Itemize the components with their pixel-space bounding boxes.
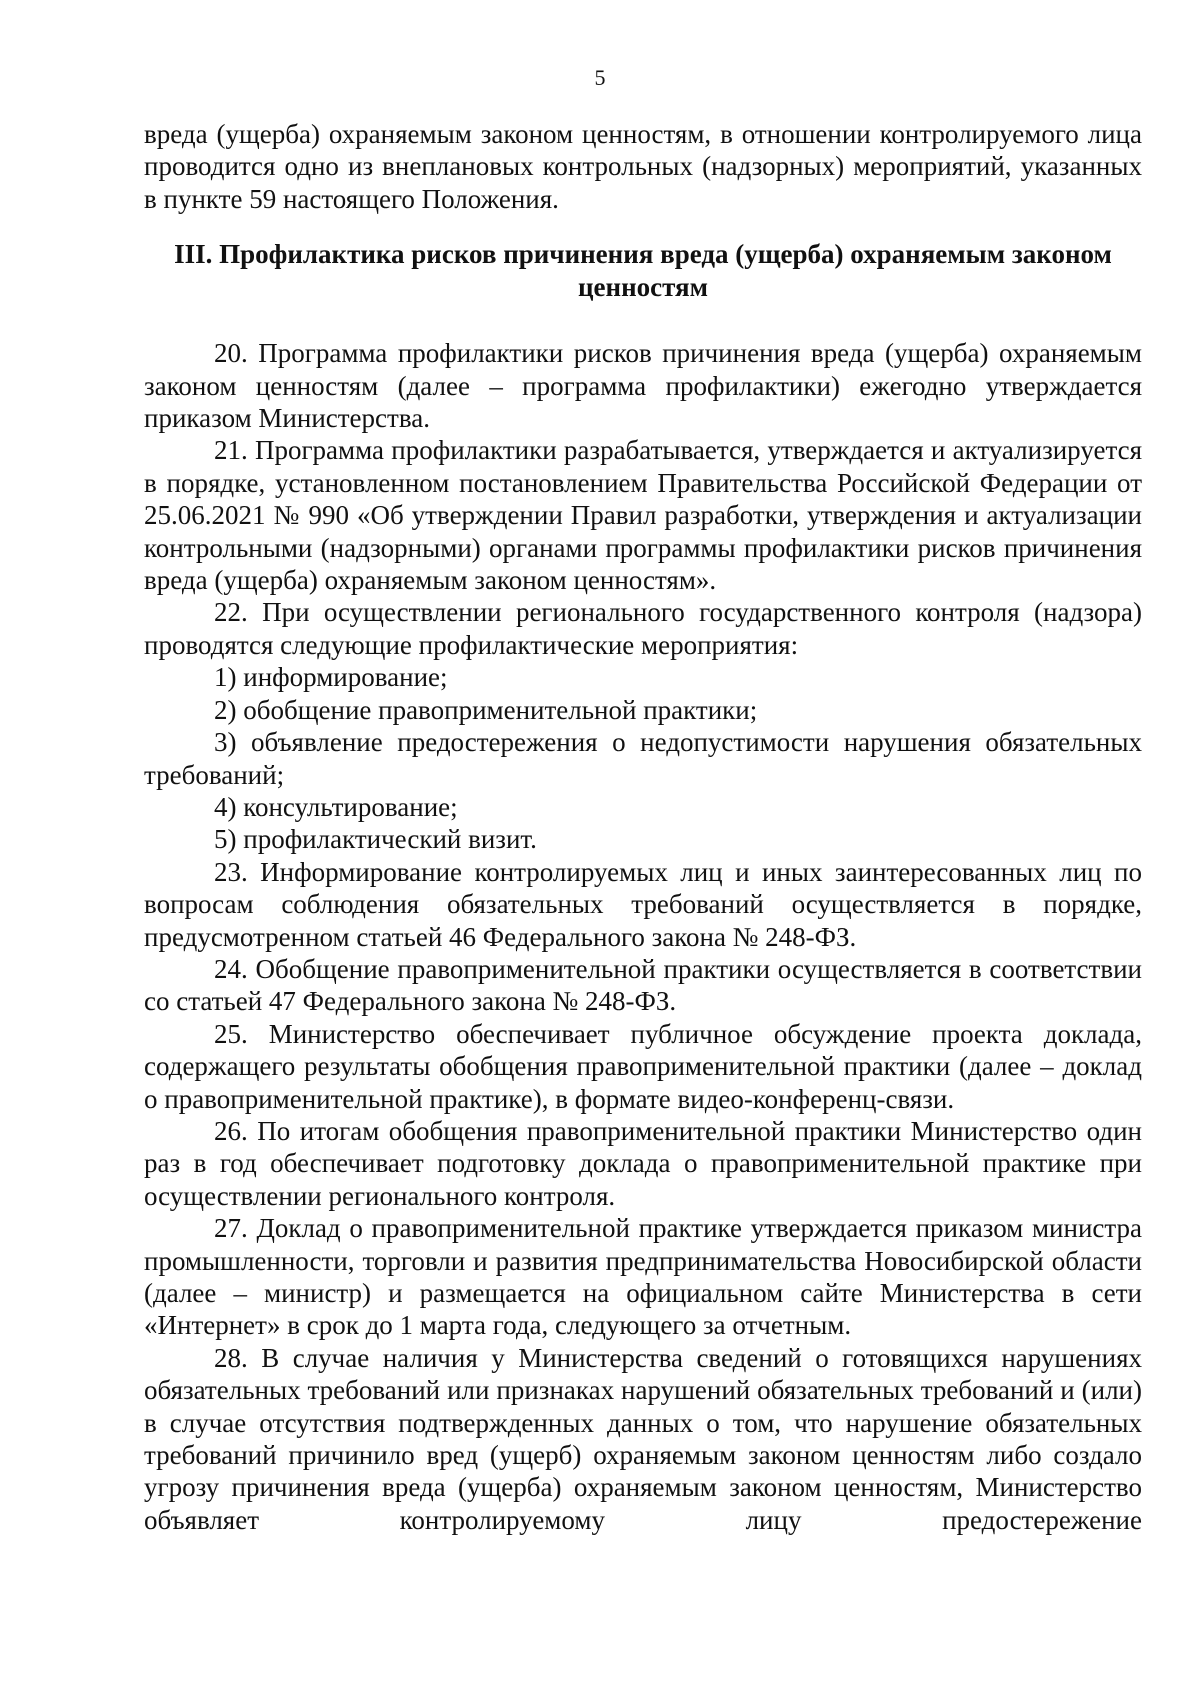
- list-item-4: 4) консультирование;: [214, 791, 458, 822]
- paragraph-continuation: вреда (ущерба) охраняемым законом ценностям, в отношении контролируемого лица проводится одно из внеплановых контрольных (надзорных) мероприятий, указанных в пункте 59 настоящего Положения.: [144, 119, 1142, 214]
- list-item-5: 5) профилактический визит.: [214, 824, 537, 855]
- paragraph-26: 26. По итогам обобщения правоприменительной практики Министерство один раз в год обеспечивает подготовку доклада о правоприменительной практике при осуществлении регионального контроля.: [144, 1115, 1142, 1211]
- section-heading: III. Профилактика рисков причинения вреда (ущерба) охраняемым законом ценностям: [174, 239, 1112, 303]
- paragraph-24: 24. Обобщение правоприменительной практики осуществляется в соответствии со статьей 47 Федерального закона № 248-ФЗ.: [144, 953, 1142, 1017]
- list-item-1: 1) информирование;: [214, 662, 448, 693]
- list-item-2: 2) обобщение правоприменительной практики;: [214, 694, 758, 725]
- document-body: [144, 118, 1142, 1536]
- list-item-3: 3) объявление предостережения о недопустимости нарушения обязательных требований;: [144, 727, 1142, 790]
- paragraph-23: 23. Информирование контролируемых лиц и иных заинтересованных лиц по вопросам соблюдения обязательных требований осуществляется в порядке, предусмотренном статьей 46 Федерального закона № 248-ФЗ.: [144, 856, 1142, 952]
- paragraph-22: 22. При осуществлении регионального государственного контроля (надзора) проводятся следующие профилактические мероприятия:: [144, 597, 1142, 660]
- paragraph-21: 21. Программа профилактики разрабатывается, утверждается и актуализируется в порядке, установленном постановлением Правительства Российской Федерации от 25.06.2021 № 990 «Об утверждении Правил разработки, утверждения и актуализации контрольными (надзорными) органами программы профилактики рисков причинения вреда (ущерба) охраняемым законом ценностям».: [144, 435, 1142, 596]
- paragraph-20: 20. Программа профилактики рисков причинения вреда (ущерба) охраняемым законом ценностям (далее – программа профилактики) ежегодно утверждается приказом Министерства.: [144, 338, 1142, 434]
- paragraph-28: 28. В случае наличия у Министерства сведений о готовящихся нарушениях обязательных требований или признаках нарушений обязательных требований и (или) в случае отсутствия подтвержденных данных о том, что нарушение обязательных требований причинило вред (ущерб) охраняемым законом ценностям либо создало угрозу причинения вреда (ущерба) охраняемым законом ценностям, Министерство объявляет контролируемому лицу предостережение: [144, 1342, 1142, 1535]
- paragraph-25: 25. Министерство обеспечивает публичное обсуждение проекта доклада, содержащего результаты обобщения правоприменительной практики (далее – доклад о правоприменительной практике), в формате видео-конференц-связи.: [144, 1018, 1142, 1114]
- paragraph-27: 27. Доклад о правоприменительной практике утверждается приказом министра промышленности, торговли и развития предпринимательства Новосибирской области (далее – министр) и размещается на официальном сайте Министерства в сети «Интернет» в срок до 1 марта года, следующего за отчетным.: [144, 1213, 1142, 1341]
- page-number: 5: [594, 65, 606, 90]
